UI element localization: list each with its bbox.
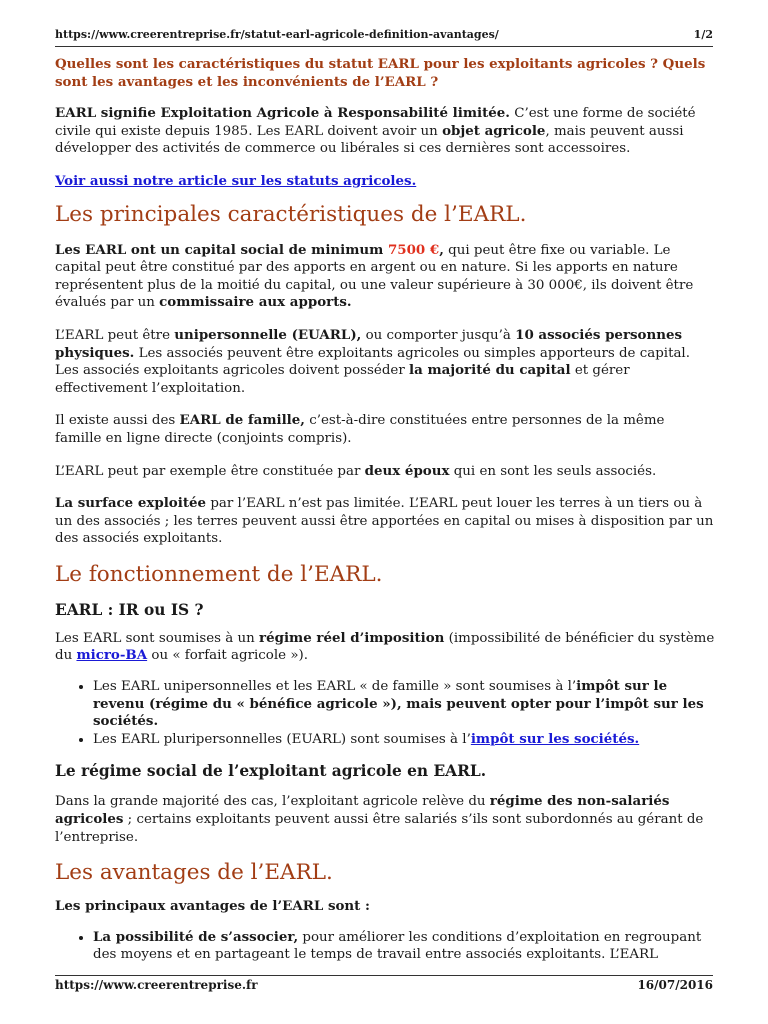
- header-rule: [55, 46, 713, 47]
- s1p1-bold-2: ,: [439, 241, 444, 258]
- see-also-paragraph: [55, 173, 715, 191]
- s1p3-text-2: c’est-à-dire constituées entre personnes de la même famille en ligne directe (conjoints compris).: [55, 413, 665, 446]
- article-body: [55, 52, 715, 964]
- s1p2-bold-1: unipersonnelle (EUARL),: [174, 326, 362, 343]
- s2li1-text-1: Les EARL unipersonnelles et les EARL « de famille » sont soumises à l’: [93, 679, 577, 695]
- s1-paragraph-4: [55, 463, 715, 481]
- s1p1-text-1: qui peut être fixe ou variable. Le capital peut être constitué par des apports en argent ou en nature. Si les apports en nature représentent plus de la moitié du capital, ou une valeur supérieure à 30 000€, ils doivent être évalués par un: [55, 242, 694, 311]
- footer-date: 16/07/2016: [637, 978, 713, 992]
- s2-paragraph-2: [55, 793, 715, 846]
- s1p2-text-3: Les associés peuvent être exploitants agricoles ou simples apporteurs de capital. Les associés exploitants agricoles doivent posséder: [55, 345, 690, 379]
- s2p2-bold-1: régime des non-salariés agricoles: [55, 793, 670, 828]
- intro-text-1: C’est une forme de société civile qui existe depuis 1985. Les EARL doivent avoir un: [55, 106, 696, 139]
- s2-paragraph-1: [55, 630, 715, 665]
- section2-subtitle-social: Le régime social de l’exploitant agricole en EARL.: [55, 762, 487, 781]
- section2-subtitle-ir-is: EARL : IR ou IS ?: [55, 600, 204, 619]
- list-item: [93, 929, 715, 964]
- s2p1-text-2: (impossibilité de bénéficier du système du: [55, 630, 715, 664]
- s1p2-text-1: L’EARL peut être: [55, 327, 175, 343]
- page-footer: [55, 978, 713, 996]
- section2-title: Le fonctionnement de l’EARL.: [55, 561, 383, 587]
- intro-paragraph: [55, 105, 715, 158]
- capital-amount: 7500 €: [387, 241, 440, 258]
- intro-text-2: , mais peuvent aussi développer des activités de commerce ou libérales si ces dernières sont accessoires.: [55, 123, 684, 157]
- s2li1-bold-1: impôt sur le revenu (régime du « bénéfice agricole »), mais peuvent opter pour l’impôt sur les sociétés.: [93, 678, 704, 730]
- s2p1-text-3: ou « forfait agricole »).: [147, 648, 308, 664]
- s1p2-bold-2: 10 associés personnes physiques.: [55, 326, 683, 361]
- s1p2-text-4: et gérer effectivement l’exploitation.: [55, 363, 630, 396]
- header-url[interactable]: https://www.creerentreprise.fr/statut-earl-agricole-definition-avantages/: [55, 28, 499, 41]
- s1p2-text-2: ou comporter jusqu’à: [361, 327, 516, 343]
- micro-ba-link[interactable]: micro-BA: [76, 647, 148, 664]
- see-also-link[interactable]: Voir aussi notre article sur les statuts agricoles.: [55, 172, 417, 189]
- page-number: 1/2: [693, 28, 713, 41]
- s2p1-bold-1: régime réel d’imposition: [259, 629, 445, 646]
- s1-paragraph-5: [55, 495, 715, 548]
- s1p4-text-2: qui en sont les seuls associés.: [449, 463, 657, 479]
- s1-paragraph-2: [55, 327, 715, 397]
- impot-societes-link[interactable]: impôt sur les sociétés.: [470, 730, 640, 747]
- s3li1-text-1: pour améliorer les conditions d’exploitation en regroupant des moyens et en partageant le temps de travail entre associés exploitants. L’EARL: [93, 929, 702, 963]
- s2li2-text-1: Les EARL pluripersonnelles (EUARL) sont soumises à l’: [93, 731, 471, 747]
- footer-rule: [55, 975, 713, 976]
- s1-paragraph-1: [55, 242, 715, 312]
- section1-title: Les principales caractéristiques de l’EARL.: [55, 201, 527, 227]
- s1p4-text-1: L’EARL peut par exemple être constituée par: [55, 463, 365, 479]
- section3-lead: Les principaux avantages de l’EARL sont :: [55, 898, 370, 915]
- s1p3-text-1: Il existe aussi des: [55, 413, 180, 429]
- footer-url[interactable]: https://www.creerentreprise.fr: [55, 978, 258, 992]
- s1p5-bold-1: La surface exploitée: [55, 495, 207, 512]
- intro-bold-2: objet agricole: [442, 122, 546, 139]
- s2p2-text-2: ; certains exploitants peuvent aussi être salariés s’ils sont subordonnés au gérant de l’entreprise.: [55, 812, 704, 845]
- intro-question: Quelles sont les caractéristiques du statut EARL pour les exploitants agricoles ? Quels sont les avantages et les inconvénients de l’EARL ?: [55, 56, 706, 90]
- advantages-list: [55, 929, 715, 964]
- s2p1-text-1: Les EARL sont soumises à un: [55, 630, 260, 646]
- s1p5-text-1: par l’EARL n’est pas limitée. L’EARL peut louer les terres à un tiers ou à un des associés ; les terres peuvent aussi être apportées en capital ou mises à disposition par un des associés exploitants.: [55, 496, 714, 547]
- s3li1-bold-1: La possibilité de s’associer,: [93, 928, 299, 945]
- s1p3-bold-1: EARL de famille,: [179, 412, 305, 429]
- s1p2-bold-3: la majorité du capital: [409, 362, 571, 379]
- s2p2-text-1: Dans la grande majorité des cas, l’exploitant agricole relève du: [55, 794, 490, 810]
- list-item: [93, 678, 715, 731]
- intro-bold-1: EARL signifie Exploitation Agricole à Responsabilité limitée.: [55, 105, 510, 122]
- s1p1-bold-3: commissaire aux apports.: [159, 294, 352, 311]
- s1p1-bold-1: Les EARL ont un capital social de minimum: [55, 241, 388, 258]
- list-item: [93, 731, 715, 749]
- s1p4-bold-1: deux époux: [364, 462, 450, 479]
- tax-regime-list: [55, 678, 715, 748]
- page-header: [55, 28, 713, 46]
- s1-paragraph-3: [55, 412, 715, 447]
- section3-title: Les avantages de l’EARL.: [55, 860, 333, 886]
